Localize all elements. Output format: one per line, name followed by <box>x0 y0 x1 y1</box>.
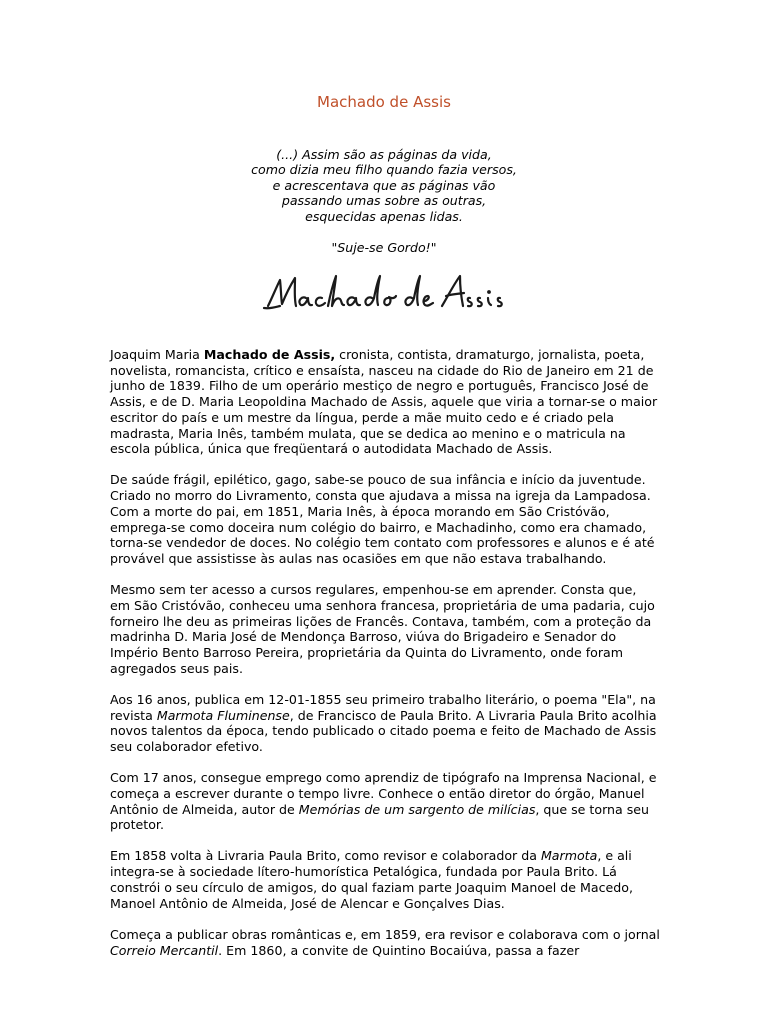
text-run: , que se torna seu protetor. <box>110 801 650 833</box>
text-run: cronista, contista, dramaturgo, jornalista, poeta, novelista, romancista, crítico e ensaísta, nasceu na cidade do Rio de Janeiro em 21 de junho de 1839. Filho de um operário mestiço de negro e português, Francisco José de Assis, e de D. Maria Leopoldina Machado de Assis, aquele que viria a tornar-se o maior escritor do país e um mestre da língua, perde a mãe muito cedo e é criado pela madrasta, Maria Inês, também mulata, que se dedica ao menino e o matricula na escola pública, única que freqüentará o autodidata Machado de Assis. <box>110 347 658 457</box>
epigraph-source: "Suje-se Gordo!" <box>331 240 437 255</box>
text-run: . Em 1860, a convite de Quintino Bocaiúva, passa a fazer <box>218 942 580 958</box>
text-run: Aos 16 anos, publica em 12-01-1855 seu primeiro trabalho literário, o poema "Ela", na revista <box>110 691 656 723</box>
paragraph <box>110 770 660 833</box>
paragraph: Mesmo sem ter acesso a cursos regulares, empenhou-se em aprender. Consta que, em São Cristóvão, conheceu uma senhora francesa, proprietária de uma padaria, cujo forneiro lhe deu as primeiras lições de Francês. Contava, também, com a proteção da madrinha D. Maria José de Mendonça Barroso, viúva do Brigadeiro e Senador do Império Bento Barroso Pereira, proprietária da Quinta do Livramento, onde foram agregados seus pais. <box>110 582 655 676</box>
page-title: Machado de Assis <box>317 93 451 111</box>
text-run: Em 1858 volta à Livraria Paula Brito, como revisor e colaborador da <box>110 848 541 864</box>
epigraph-line: (...) Assim são as páginas da vida, <box>276 147 492 162</box>
paragraph <box>110 927 660 958</box>
paragraph <box>110 692 660 755</box>
paragraph <box>110 347 660 457</box>
text-run: , e ali integra-se à sociedade lítero-humorística Petalógica, fundada por Paula Brito. Lá constrói o seu círculo de amigos, do qual faziam parte Joaquim Manoel de Macedo, Manoel Antônio de Almeida, José de Alencar e Gonçalves Dias. <box>110 848 633 911</box>
biography-text <box>110 347 660 974</box>
bold-name: Machado de Assis, <box>203 347 336 362</box>
epigraph-line: esquecidas apenas lidas. <box>305 208 463 224</box>
italic-title: Marmota <box>540 848 598 864</box>
epigraph <box>0 147 768 224</box>
italic-title: Marmota Fluminense <box>156 707 290 723</box>
epigraph-line: e acrescentava que as páginas vão <box>272 177 496 193</box>
paragraph: De saúde frágil, epilético, gago, sabe-se pouco de sua infância e início da juventude. Criado no morro do Livramento, consta que ajudava a missa na igreja da Lampadosa. Com a morte do pai, em 1851, Maria Inês, à época morando em São Cristóvão, emprega-se como doceira num colégio do bairro, e Machadinho, como era chamado, torna-se vendedor de doces. No colégio tem contato com professores e alunos e é até provável que assistisse às aulas nas ocasiões em que não estava trabalhando. <box>110 472 655 566</box>
italic-title: Correio Mercantil <box>110 942 219 958</box>
text-run: Com 17 anos, consegue emprego como aprendiz de tipógrafo na Imprensa Nacional, e começa a escrever durante o tempo livre. Conhece o então diretor do órgão, Manuel Antônio de Almeida, autor de <box>110 770 657 817</box>
text-run: Joaquim Maria <box>110 347 204 362</box>
epigraph-line: como dizia meu filho quando fazia versos, <box>251 162 517 178</box>
paragraph <box>110 848 660 911</box>
italic-title: Memórias de um sargento de milícias <box>298 801 536 817</box>
signature-image <box>262 268 507 316</box>
epigraph-line: passando umas sobre as outras, <box>281 193 487 209</box>
text-run: Começa a publicar obras românticas e, em 1859, era revisor e colaborava com o jornal <box>110 926 660 942</box>
text-run: , de Francisco de Paula Brito. A Livraria Paula Brito acolhia novos talentos da época, tendo publicado o citado poema e feito de Machado de Assis seu colaborador efetivo. <box>110 707 657 754</box>
